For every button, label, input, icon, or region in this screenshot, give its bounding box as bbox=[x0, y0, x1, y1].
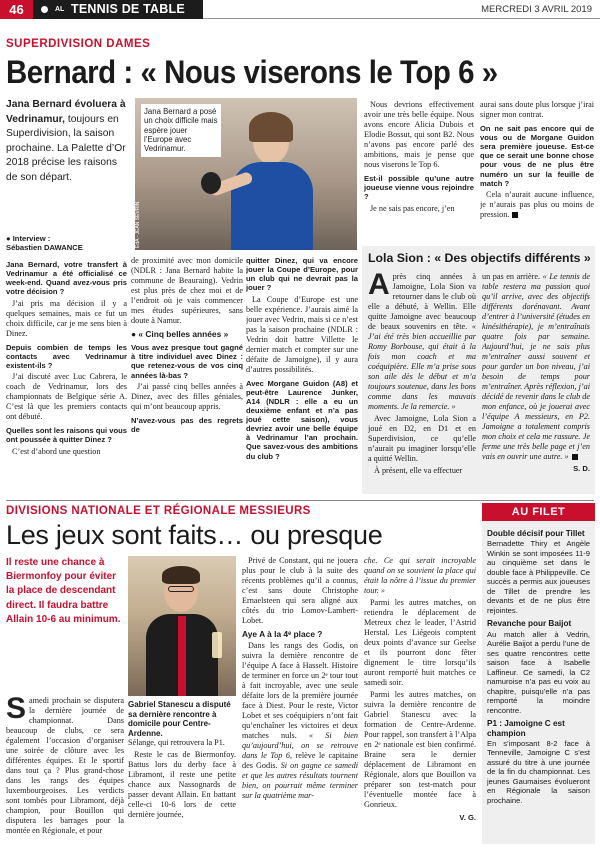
bottom-kicker: DIVISIONS NATIONALE ET RÉGIONALE MESSIEURS bbox=[6, 505, 311, 517]
page-header bbox=[0, 0, 600, 19]
sion-box bbox=[362, 246, 595, 494]
bottom-column-3 bbox=[242, 556, 358, 842]
section-divider bbox=[6, 500, 594, 501]
interview-question: Vous avez presque tout gagné à titre individuel avec Dinez : que retenez-vous de vos cinq années là-bas ? bbox=[131, 343, 243, 380]
interview-answer: Nous devrions effectivement avoir une très belle équipe. Nous avons encore Alicia Dubois et Elodie Bossut, qui sont B2. Nous n’avons pas encore parlé des ambitions, mais je pense que nous viserons le Top 6. bbox=[364, 100, 474, 169]
sion-p1: près cinq années à Jamoigne, Lola Sion va retourner dans le club où elle a débuté, à Wellin. Elle quitte Jamoigne avec beaucoup de beaux souvenirs en tête. « J’ai été très bien accueillie par Romy Borbouse, qui était à la fois mon coach et ma coéquipière. Elle m’a prise sous son aile dès le début et m’a toujours soutenue, dans les bons comme dans les mauvais moments. Je la remercie. » bbox=[368, 272, 476, 411]
interview-question: N’avez-vous pas des regrets de bbox=[131, 415, 243, 434]
photo-credit: EdA - JEAN SEVRIN bbox=[135, 201, 141, 248]
sion-p3: À présent, elle va effectuer bbox=[374, 466, 463, 476]
bullet-icon bbox=[41, 6, 48, 13]
end-mark-icon bbox=[512, 212, 518, 218]
paddle-icon bbox=[201, 172, 221, 194]
bottom-p2: Sélange, qui retrouvera la P1. bbox=[128, 738, 225, 747]
gabriel-stanescu-photo bbox=[128, 556, 236, 696]
godis-quote: « Si bien qu’aujourd’hui, on se retrouve dans le Top 6, bbox=[242, 731, 358, 761]
bottom-dropcap: S bbox=[6, 696, 27, 725]
page-number: 46 bbox=[0, 0, 33, 19]
sidebar-item-text: Bernadette Thiry et Angèle Winkin se sont imposées 11-9 au cinquième set dans le double face à Philippeville. Ce succès a permis aux joueuses de Tillet de prendre les devants et de ne plus être rejointes. bbox=[487, 539, 590, 615]
bottom-p3: Reste le cas de Biermonfoy. Battus lors du derby face à Libramont, il reste une petite chance aux Nassognards de passer devant Allain. En battant celle-ci 10-6 lors de cette dernière journée, bbox=[128, 750, 236, 820]
sion-title: Lola Sion : « Des objectifs différents » bbox=[368, 251, 591, 265]
bottom-intro: Il reste une chance à Biermonfoy pour éviter la place de descendant direct. Il faudra battre Allain 10-6 au minimum. bbox=[6, 557, 121, 625]
page-date: MERCREDI 3 AVRIL 2019 bbox=[481, 4, 592, 15]
player-hair bbox=[162, 566, 200, 584]
top-intro-text: toujours en Superdivision, la saison prochaine. La Palette d’Or 2018 précise les raisons de son départ. bbox=[6, 113, 126, 184]
glasses-icon bbox=[168, 586, 194, 592]
sidebar-header: AU FILET bbox=[482, 503, 595, 521]
bottom-column-4 bbox=[364, 556, 476, 842]
top-column-5 bbox=[480, 100, 594, 242]
interview-author: Sébastien DAWANCE bbox=[6, 243, 83, 252]
bottom-p4: Privé de Constant, qui ne jouera plus pour le club à la suite des récents problèmes qu’il a connus, c’est sans doute Christophe Ernaelsteen qui sera aligné aux côtés du trio Lomov-Lambert-Lobet. bbox=[242, 556, 358, 625]
photo-caption-box bbox=[141, 104, 221, 157]
rubric-prefix: AL bbox=[55, 6, 65, 13]
interview-answer: Cela n’aurait aucune influence, je n’aurais pas plus ou moins de pression. bbox=[480, 189, 594, 219]
bottom-p6: che. Ce qui serait incroyable quand on se souvient la place qui était la nôtre à l’issue du premier tour. » bbox=[364, 556, 476, 595]
interview-question: On ne sait pas encore qui de vous ou de Morgane Guidon sera première joueuse. Est-ce que ce serait une bonne chose pour vous de ne plus être numéro un sur la feuille de match ? bbox=[480, 124, 594, 188]
photo-caption: Jana Bernard a posé un choix difficile mais espère jouer l’Europe avec Vedrinamur. bbox=[144, 107, 218, 154]
interview-question: Jana Bernard, votre transfert à Vedrinamur a été officialisé ce week-end. Quand avez-vous pris votre décision ? bbox=[6, 260, 127, 297]
sion-quote-2: « Le tennis de table restera ma passion quoi qu’il arrive, avec des objectifs différents dorénavant. Avant d’entrer à l’université (études en kinésithérapie), je m’entraînais quatre fois par semaine. Aujourd’hui, je ne sais plus m’entraîner aussi souvent et pour garder un bon niveau, j’ai besoin de temps pour m’entraîner. Après réflexion, j’ai décidé de revenir dans le club de mon enfance, où je jouerai avec l’équipe A messieurs, en P2. Jamoigne a totalement compris mon choix et cela me rassure. Je ferme une très belle page et j’en vais en ouvrir une autre. » bbox=[482, 272, 590, 461]
interview-answer: Je ne sais pas encore, j’en bbox=[370, 203, 455, 213]
sidebar-item-text: Au match aller à Vedrin, Aurélie Baijot a perdu l’une de ses quatre rencontres cette saison face à Isabelle Laffineur. Ce samedi, la C2 namuroise n’a pas eu voix au chapitre, puisqu’elle n’a pas remporté la moindre rencontre. bbox=[487, 629, 590, 715]
sidebar-item-title: Revanche pour Baijot bbox=[487, 619, 572, 629]
bottom-subhead: Aye A à la 4ᵉ place ? bbox=[242, 629, 323, 639]
jana-bernard-photo bbox=[135, 98, 357, 250]
interview-label: ● Interview : bbox=[6, 234, 51, 243]
interview-answer: de proximité avec mon domicile (NDLR : Jana Bernard habite la commune de Beauraing). Vedrin est plus près de chez moi et de l’endroit où je vais commencer mes études supérieures, sans doute à Namur. bbox=[131, 256, 243, 325]
top-column-2 bbox=[131, 256, 243, 494]
bottom-column-2 bbox=[128, 738, 236, 842]
bottom-signature: V. G. bbox=[459, 812, 476, 822]
interview-answer: J’ai pris ma décision il y a quelques semaines, mais ce fut un choix difficile, car je me sens bien à Dinez. bbox=[6, 298, 127, 338]
bottom-p1: amedi prochain se disputera la dernière journée de championnat. Dans beaucoup de clubs, ce sera également l’occasion d’organiser une soirée de clôture avec les différentes équipes. Et le sportif dans tout ça ? Plus grand-chose dans les rangs des équipes luxembourgeoises. Les verdicts sont tombés pour Libramont, déjà champion, pour Bouillon qui disputera les barrages pour la montée en Régionale, et pour bbox=[6, 696, 124, 835]
sion-column-2 bbox=[482, 272, 590, 490]
sion-dropcap: A bbox=[368, 272, 390, 301]
sion-quote-1: « J’ai été très bien accueillie par Romy Borbouse, qui était à la fois mon coach et ma coéquipière. Elle m’a prise sous son aile dès le début et m’a toujours soutenue, dans les bons comme dans les mauvais moments. Je la remercie. » bbox=[368, 322, 476, 411]
au-filet-sidebar bbox=[482, 503, 595, 844]
sion-signature: S. D. bbox=[573, 464, 590, 474]
sion-p4: un pas en arrière. « Le tennis de table restera ma passion quoi qu’il arrive, avec des objectifs différents dorénavant. Avant d’entrer à l’université (études en kinésithérapie), je m’entraînais quatre fois par semaine. Aujourd’hui, je ne sais plus m’entraîner aussi souvent et pour garder un bon niveau, j’ai besoin de temps pour m’entraîner. Après réflexion, j’ai décidé de revenir dans le club de mon enfance, où je jouerai avec l’équipe A messieurs, en P2. Jamoigne a totalement compris mon choix et cela me rassure. Je ferme une très belle page et j’en vais en ouvrir une autre. » bbox=[482, 272, 590, 461]
top-column-4 bbox=[364, 100, 474, 242]
sidebar-items bbox=[482, 521, 595, 805]
sion-p2: Avec Jamoigne, Lola Sion a joué en D2, en D1 et en Superdivision, ce qu’elle n’aurait pu imaginer lorsqu’elle a quitté Wellin. bbox=[368, 414, 476, 464]
sidebar-item-title: P1 : Jamoigne C est champion bbox=[487, 719, 565, 738]
bottom-p8: Parmi les autres matches, on suivra la dernière rencontre de Gabriel Stanescu avec la formation de Centre-Ardenne. Pour rappel, son transfert à l’Alpa en 2ᵉ nationale est bien confirmé. Braine sera le dernier déplacement de Libramont en Régionale, alors que Bouillon va préparer son test-match pour l’éventuelle montée face à Gonrieux. bbox=[364, 690, 476, 810]
bottom-title: Les jeux sont faits… ou presque bbox=[6, 520, 383, 550]
interview-answer: J’ai discuté avec Luc Cabrera, le coach de Vedrinamur, lors des championnats de Belgique série A. C’est là que les premiers contacts ont débuté. bbox=[6, 372, 127, 422]
bottom-photo-caption: Gabriel Stanescu a disputé sa dernière rencontre à domicile pour Centre-Ardenne. bbox=[128, 700, 231, 738]
interview-question: quitter Dinez, qui va encore jouer la Coupe d’Europe, pour un club qui ne devrait pas la jouer ? bbox=[246, 256, 358, 293]
interview-answer: aurai sans doute plus lorsque j’irai signer mon contrat. bbox=[480, 100, 594, 119]
top-column-1 bbox=[6, 256, 127, 494]
rubric-title: TENNIS DE TABLE bbox=[71, 2, 185, 16]
bottom-p5: Dans les rangs des Godis, on suivra la dernière rencontre de l’équipe A face à Hasselt. Histoire de terminer en force un 2ᵉ tour tout à fait incroyable, avec une seule défaite lors de la première journée face à Diest. Pour le reste, Victor Lobet et ses coéquipiers n’ont fait qu’enchaîner les victoires et deux matches nuls. « Si bien qu’aujourd’hui, on se retrouve dans le Top 6, relève le capitaine des Godis. Si on gagne ce samedi et que les autres résultats tournent bien, on pourrait même terminer sur la quatrième mar- bbox=[242, 641, 358, 801]
interview-answer: J’ai passé cinq belles années à Dinez, avec des filles géniales, qui m’ont beaucoup appris. bbox=[131, 381, 243, 411]
interview-answer: La Coupe d’Europe est une belle expérience. J’aurais aimé la jouer avec Vedrin, mais si ce n’est pas la saison prochaine (NDLR : Vedrin doit battre Villette le dernier match et compter sur une défaite de Jamoigne), il y aura d’autres possibilités. bbox=[246, 294, 358, 374]
interview-question: Depuis combien de temps les contacts avec Vedrinamur existent-ils ? bbox=[6, 342, 127, 370]
top-kicker: SUPERDIVISION DAMES bbox=[6, 38, 151, 50]
rubric-bar bbox=[33, 0, 203, 19]
top-column-3 bbox=[246, 256, 358, 494]
shirt-stripe bbox=[178, 616, 186, 696]
player-hair bbox=[249, 112, 293, 142]
interview-question: Quelles sont les raisons qui vous ont poussée à quitter Dinez ? bbox=[6, 426, 127, 445]
bottom-p7: Parmi les autres matches, on retiendra le déplacement de Metreux chez le leader, l’Astrid Herstal. Les Liégeois comptent deux points d’avance sur Geelse et ils pourront donc fêter dignement le titre lorsqu’ils auront remporté huit matches ce samedi soir. bbox=[364, 598, 476, 688]
sidebar-item-title: Double décisif pour Tillet bbox=[487, 529, 585, 538]
glass-icon bbox=[212, 632, 222, 658]
sion-column-1 bbox=[368, 272, 476, 490]
bottom-column-1 bbox=[6, 696, 124, 842]
interview-question: Avec Morgane Guidon (A8) et peut-être Laurence Junker, A14 (NDLR : elle a eu un deuxième enfant et n’a pas joué cette saison), vous devriez avoir une belle équipe à Vedrinamur l’an prochain. Que savez-vous des ambitions du club ? bbox=[246, 378, 358, 461]
sidebar-item-text: En s’imposant 8-2 face à Tenneville, Jamoigne C s’est assuré du titre à une journée de la fin du championnat. Les jeunes Gaumaises évolueront en Régionale la saison prochaine. bbox=[487, 738, 590, 805]
interview-answer: C’est d’abord une question bbox=[12, 446, 101, 456]
top-intro bbox=[6, 98, 131, 186]
end-mark-icon bbox=[572, 454, 578, 460]
top-title: Bernard : « Nous viserons le Top 6 » bbox=[6, 54, 498, 90]
interview-subhead: ● « Cinq belles années » bbox=[131, 329, 229, 339]
top-intro-name: Jana Bernard évoluera à Vedrinamur, bbox=[6, 99, 126, 125]
interview-question: Est-il possible qu’une autre joueuse vienne vous rejoindre ? bbox=[364, 174, 474, 202]
